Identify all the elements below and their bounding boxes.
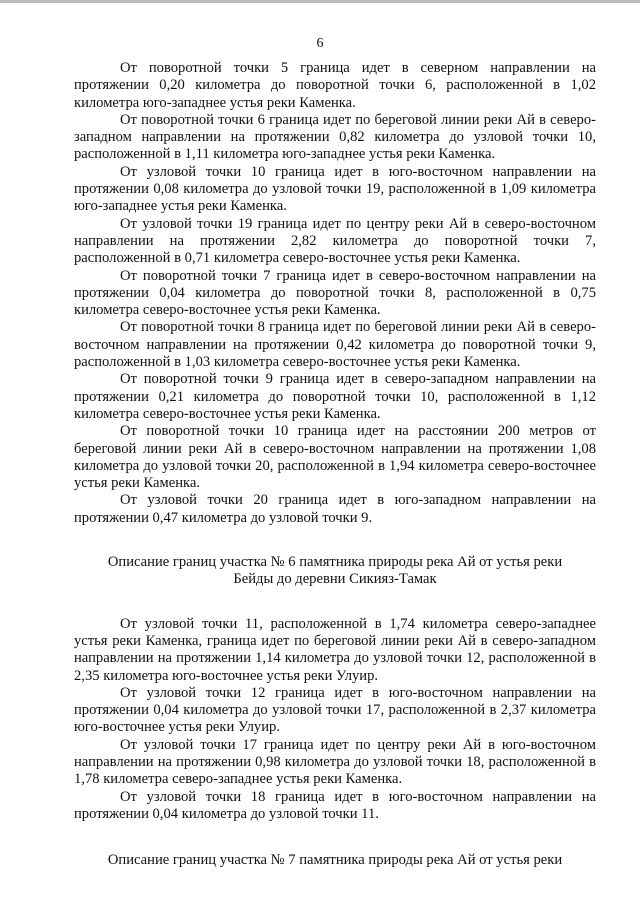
paragraph: От поворотной точки 5 граница идет в северном направлении на протяжении 0,20 километра до поворотной точки 6, расположенной в 1,02 километра юго-западнее устья реки Каменка. <box>74 60 596 111</box>
paragraph: От узловой точки 18 граница идет в юго-восточном направлении на протяжении 0,04 километра до узловой точки 11. <box>74 788 596 822</box>
paragraph: От поворотной точки 6 граница идет по береговой линии реки Ай в северо-западном направлении на протяжении 0,82 километра до узловой точки 10, расположенной в 1,11 километра юго-западнее устья реки Каменка. <box>74 111 596 163</box>
section-6-heading <box>74 554 596 589</box>
section-7-heading <box>74 852 596 869</box>
section-heading-line: Бейды до деревни Сикияз-Тамак <box>233 571 437 588</box>
page-number: 6 <box>316 36 324 51</box>
paragraph: От узловой точки 20 граница идет в юго-западном направлении на протяжении 0,47 километра до узловой точки 9. <box>74 492 596 526</box>
paragraph: От поворотной точки 7 граница идет в северо-восточном направлении на протяжении 0,04 километра до поворотной точки 8, расположенной в 0,75 километра северо-восточнее устья реки Каменка. <box>74 267 596 319</box>
paragraph: От узловой точки 11, расположенной в 1,74 километра северо-западнее устья реки Каменка, граница идет по береговой линии реки Ай в северо-западном направлении на протяжении 1,14 километра до узловой точки 12, расположенной в 2,35 километра юго-восточнее устья реки Улуир. <box>74 615 596 684</box>
paragraph: От поворотной точки 10 граница идет на расстоянии 200 метров от береговой линии реки Ай в северо-восточном направлении на протяжении 1,08 километра до узловой точки 20, расположенной в 1,94 километра северо-восточнее устья реки Каменка. <box>74 423 596 492</box>
paragraph: От узловой точки 17 граница идет по центру реки Ай в юго-восточном направлении на протяжении 0,98 километра до узловой точки 18, расположенной в 1,78 километра северо-западнее устья реки Каменка. <box>74 736 596 788</box>
paragraph: От поворотной точки 9 граница идет в северо-западном направлении на протяжении 0,21 километра до поворотной точки 10, расположенной в 1,12 километра северо-восточнее устья реки Каменка. <box>74 371 596 422</box>
paragraph: От узловой точки 19 граница идет по центру реки Ай в северо-восточном направлении на протяжении 2,82 километра до поворотной точки 7, расположенной в 0,71 километра северо-восточнее устья реки Каменка. <box>74 215 596 267</box>
section-heading-line: Описание границ участка № 6 памятника природы река Ай от устья реки <box>107 554 563 571</box>
paragraph: От узловой точки 12 граница идет в юго-восточном направлении на протяжении 0,04 километра до узловой точки 17, расположенной в 2,37 километра юго-восточнее устья реки Улуир. <box>74 684 596 736</box>
document-body <box>74 60 596 869</box>
paragraph: От поворотной точки 8 граница идет по береговой линии реки Ай в северо-восточном направлении на протяжении 0,42 километра до поворотной точки 9, расположенной в 1,03 километра северо-восточнее устья реки Каменка. <box>74 319 596 371</box>
scan-top-edge <box>0 0 640 3</box>
paragraph: От узловой точки 10 граница идет в юго-восточном направлении на протяжении 0,08 километра до узловой точки 19, расположенной в 1,09 километра юго-западнее устья реки Каменка. <box>74 163 596 215</box>
section-heading-line: Описание границ участка № 7 памятника природы река Ай от устья реки <box>107 852 563 869</box>
